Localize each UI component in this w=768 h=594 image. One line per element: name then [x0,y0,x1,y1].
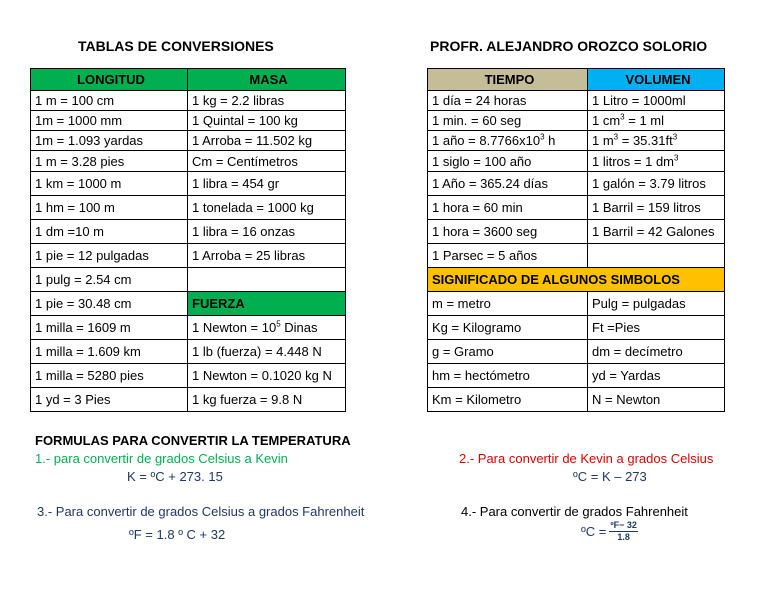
ano-rest: h [544,133,556,148]
table-row [428,196,725,220]
table-row [31,91,346,111]
table-cell: m = metro [428,292,588,316]
table-row [31,364,346,388]
table-cell: N = Newton [588,388,725,412]
table-header-row [31,69,346,91]
m3-exponent: 3 [613,132,619,142]
table-cell [188,268,346,292]
table-cell: 1 kg = 2.2 libras [188,91,346,111]
table-cell: 1 Barril = 42 Galones [588,220,725,244]
table-row [31,244,346,268]
table-row [31,268,346,292]
table-row [428,316,725,340]
header-simbolos: SIGNIFICADO DE ALGUNOS SIMBOLOS [428,268,725,292]
table-row [428,172,725,196]
table-row [428,111,725,131]
formula-4-fraction [609,520,638,543]
table-row [31,388,346,412]
cm3-rest: = 1 ml [624,113,664,128]
table-cell: 1 milla = 1.609 km [31,340,188,364]
formula-4-equation [581,520,638,543]
table-row [31,111,346,131]
table-cell: 1 Arroba = 25 libras [188,244,346,268]
table-row [31,220,346,244]
table-row [31,151,346,172]
cm3-label: 1 cm [592,113,621,128]
table-cell: 1 libra = 16 onzas [188,220,346,244]
header-fuerza: FUERZA [188,292,346,316]
table-cell: 1 pie = 12 pulgadas [31,244,188,268]
table-cell [588,151,725,172]
table-cell: Cm = Centímetros [188,151,346,172]
table-cell: 1 yd = 3 Pies [31,388,188,412]
table-row [428,244,725,268]
table-cell: dm = decímetro [588,340,725,364]
cm3-exponent: 3 [620,112,625,122]
table-row [31,316,346,340]
newton-unit: Dinas [280,320,318,335]
table-cell [428,131,588,151]
table-cell: yd = Yardas [588,364,725,388]
table-cell: 1 tonelada = 1000 kg [188,196,346,220]
formula-2-equation: ºC = K – 273 [573,469,647,484]
table-cell: 1m = 1.093 yardas [31,131,188,151]
table-cell: 1 hora = 3600 seg [428,220,588,244]
formula-1-label: 1.- para convertir de grados Celsius a Kevin [35,451,288,466]
formula-4-lhs: ºC = [581,524,607,539]
dm3-exponent: 3 [674,153,679,163]
dm3-label: 1 litros = 1 dm [592,153,675,169]
table-cell: 1 lb (fuerza) = 4.448 N [188,340,346,364]
table-row [428,340,725,364]
header-masa: MASA [188,69,346,91]
ft3-exponent: 3 [672,132,678,142]
newton-label: 1 Newton = 10 [192,320,277,335]
formula-3-equation: ºF = 1.8 º C + 32 [129,527,226,542]
formula-4-label: 4.- Para convertir de grados Fahrenheit [461,504,688,519]
table-row [428,220,725,244]
m3-mid: = 35.31ft [618,133,673,148]
left-conversion-table [30,68,346,412]
table-cell: 1 milla = 1609 m [31,316,188,340]
ano-label: 1 año = 8.7766x10 [432,133,541,148]
table-cell: g = Gramo [428,340,588,364]
formula-4-denominator: 1.8 [617,532,630,542]
table-cell [588,131,725,151]
table-cell: 1 Arroba = 11.502 kg [188,131,346,151]
symbols-header-row [428,268,725,292]
table-row [428,364,725,388]
table-row [428,388,725,412]
table-cell [188,316,346,340]
table-cell: 1m = 1000 mm [31,111,188,131]
table-cell: 1 pulg = 2.54 cm [31,268,188,292]
table-cell: hm = hectómetro [428,364,588,388]
header-volumen: VOLUMEN [588,69,725,91]
table-cell: 1 Parsec = 5 años [428,244,588,268]
table-cell: 1 kg fuerza = 9.8 N [188,388,346,412]
table-cell: 1 dm =10 m [31,220,188,244]
table-cell: 1 hora = 60 min [428,196,588,220]
table-cell: 1 Litro = 1000ml [588,91,725,111]
table-row [31,292,346,316]
table-row [428,91,725,111]
table-cell: 1 siglo = 100 año [428,151,588,172]
formula-2-label: 2.- Para convertir de Kevin a grados Celsius [459,451,714,466]
table-cell: 1 libra = 454 gr [188,172,346,196]
table-row [31,172,346,196]
table-row [428,151,725,172]
table-row [31,196,346,220]
newton-exponent: 5 [276,319,281,329]
table-cell [588,244,725,268]
table-cell: 1 Newton = 0.1020 kg N [188,364,346,388]
table-row [428,131,725,151]
table-cell: Kg = Kilogramo [428,316,588,340]
right-conversion-table [427,68,725,412]
m3-label: 1 m [592,133,614,148]
table-cell: 1 milla = 5280 pies [31,364,188,388]
formula-4-numerator: ºF− 32 [610,520,637,530]
table-cell: 1 min. = 60 seg [428,111,588,131]
header-tiempo: TIEMPO [428,69,588,91]
table-header-row [428,69,725,91]
table-cell: 1 día = 24 horas [428,91,588,111]
table-cell: 1 m = 100 cm [31,91,188,111]
table-row [31,340,346,364]
table-cell: 1 km = 1000 m [31,172,188,196]
table-cell: 1 Quintal = 100 kg [188,111,346,131]
table-cell: 1 galón = 3.79 litros [588,172,725,196]
table-cell: Ft =Pies [588,316,725,340]
table-cell: 1 hm = 100 m [31,196,188,220]
table-cell: Pulg = pulgadas [588,292,725,316]
table-cell: 1 pie = 30.48 cm [31,292,188,316]
table-cell: 1 Barril = 159 litros [588,196,725,220]
formulas-title: FORMULAS PARA CONVERTIR LA TEMPERATURA [35,433,351,448]
ano-exponent: 3 [540,132,545,142]
table-cell: 1 Año = 365.24 días [428,172,588,196]
table-row [428,292,725,316]
table-cell [588,111,725,131]
right-title: PROFR. ALEJANDRO OROZCO SOLORIO [430,38,708,54]
table-cell: 1 m = 3.28 pies [31,151,188,172]
table-cell: Km = Kilometro [428,388,588,412]
formula-3-label: 3.- Para convertir de grados Celsius a grados Fahrenheit [37,504,365,519]
left-title: TABLAS DE CONVERSIONES [78,38,274,54]
table-row [31,131,346,151]
formula-1-equation: K = ºC + 273. 15 [127,469,223,484]
header-longitud: LONGITUD [31,69,188,91]
